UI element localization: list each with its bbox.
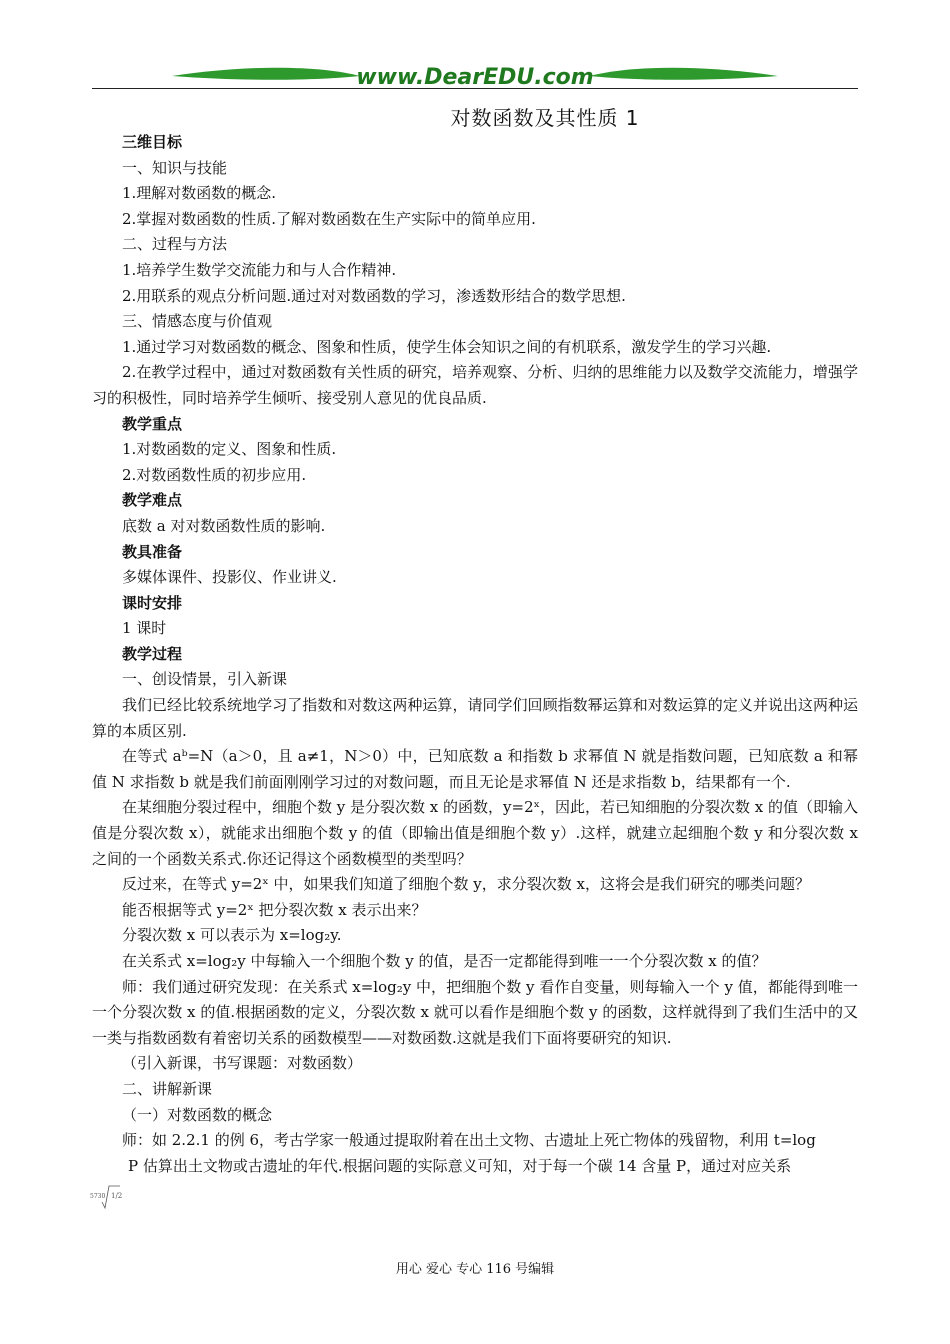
heading: 教学难点	[122, 491, 183, 510]
page-footer: 用心 爱心 专心 116 号编辑	[395, 1262, 555, 1277]
paragraph: 分裂次数 x 可以表示为 x=log₂y.	[122, 926, 342, 945]
heading: 课时安排	[122, 593, 183, 612]
paragraph: 在关系式 x=log₂y 中每输入一个细胞个数 y 的值，是否一定都能得到唯一一个分裂次数 x 的值？	[122, 952, 767, 970]
heading: 教学过程	[122, 644, 183, 663]
log-base-formula	[90, 1180, 122, 1210]
header-rule	[92, 88, 858, 89]
paragraph: （一）对数函数的概念	[122, 1105, 273, 1124]
paragraph: 底数 a 对对数函数性质的影响.	[122, 516, 326, 535]
paragraph: 我们已经比较系统地学习了指数和对数这两种运算，请同学们回顾指数幂运算和对数运算的定义并说出这两种运算的本质区别.	[92, 696, 858, 740]
paragraph: 1 课时	[122, 619, 167, 638]
paragraph: 师：如 2.2.1 的例 6，考古学家一般通过提取附着在出土文物、古遗址上死亡物体的残留物，利用 t=log	[122, 1131, 816, 1150]
paragraph: 2.用联系的观点分析问题.通过对对数函数的学习，渗透数形结合的数学思想.	[122, 286, 626, 305]
paragraph: 1.对数函数的定义、图象和性质.	[122, 440, 337, 459]
paragraph: P 估算出土文物或古遗址的年代.根据问题的实际意义可知，对于每一个碳 14 含量 P，通过对应关系	[128, 1156, 792, 1175]
paragraph: 1.通过学习对数函数的概念、图象和性质，使学生体会知识之间的有机联系，激发学生的学习兴趣.	[122, 337, 772, 356]
paragraph: 二、讲解新课	[122, 1079, 213, 1098]
paragraph: 多媒体课件、投影仪、作业讲义.	[122, 568, 337, 587]
paragraph: 一、创设情景，引入新课	[122, 670, 288, 689]
paragraph: 三、情感态度与价值观	[122, 312, 273, 331]
document-title: 对数函数及其性质 1	[450, 106, 640, 130]
heading: 教学重点	[122, 414, 183, 433]
formula-root: 1/2	[111, 1192, 122, 1200]
paragraph: （引入新课，书写课题：对数函数）	[122, 1054, 363, 1073]
paragraph: 2.在教学过程中，通过对数函数有关性质的研究，培养观察、分析、归纳的思维能力以及数学交流能力，增强学习的积极性，同时培养学生倾听、接受别人意见的优良品质.	[92, 363, 858, 407]
paragraph: 在某细胞分裂过程中，细胞个数 y 是分裂次数 x 的函数，y=2ˣ，因此，若已知细胞的分裂次数 x 的值（即输入值是分裂次数 x），就能求出细胞个数 y 的值（即输出值是细胞个数 y）.这样，就建立起细胞个数 y 和分裂次数 x 之间的一个函数关系式.你还记得这个函数模型的类型吗？	[92, 798, 858, 868]
paragraph: 一、知识与技能	[122, 158, 228, 177]
heading: 教具准备	[122, 542, 183, 561]
paragraph: 反过来，在等式 y=2ˣ 中，如果我们知道了细胞个数 y，求分裂次数 x，这将会是我们研究的哪类问题？	[122, 875, 810, 894]
paragraph: 1.理解对数函数的概念.	[122, 184, 277, 203]
site-name: www.DearEDU.com	[356, 65, 594, 90]
paragraph: 2.对数函数性质的初步应用.	[122, 465, 307, 484]
heading: 三维目标	[122, 133, 183, 151]
paragraph: 2.掌握对数函数的性质.了解对数函数在生产实际中的简单应用.	[122, 209, 536, 228]
site-banner-logo	[92, 58, 858, 96]
paragraph: 师：我们通过研究发现：在关系式 x=log₂y 中，把细胞个数 y 看作自变量，则每输入一个 y 值，都能得到唯一一个分裂次数 x 的值.根据函数的定义，分裂次数 x 就可以看作是细胞个数 y 的函数，这样就得到了我们生活中的又一类与指数函数有着密切关系的函数模型——对数函数.这就是我们下面将要研究的知识.	[92, 977, 858, 1047]
paragraph: 1.培养学生数学交流能力和与人合作精神.	[122, 260, 397, 279]
document-body	[92, 130, 858, 1179]
formula-base: 5730	[90, 1193, 106, 1200]
paragraph: 在等式 aᵇ=N（a＞0，且 a≠1，N＞0）中，已知底数 a 和指数 b 求幂值 N 就是指数问题，已知底数 a 和幂值 N 求指数 b 就是我们前面刚刚学习过的对数问题，而且无论是求幂值 N 还是求指数 b，结果都有一个.	[92, 747, 858, 791]
paragraph: 能否根据等式 y=2ˣ 把分裂次数 x 表示出来？	[122, 900, 427, 919]
paragraph: 二、过程与方法	[122, 235, 228, 254]
